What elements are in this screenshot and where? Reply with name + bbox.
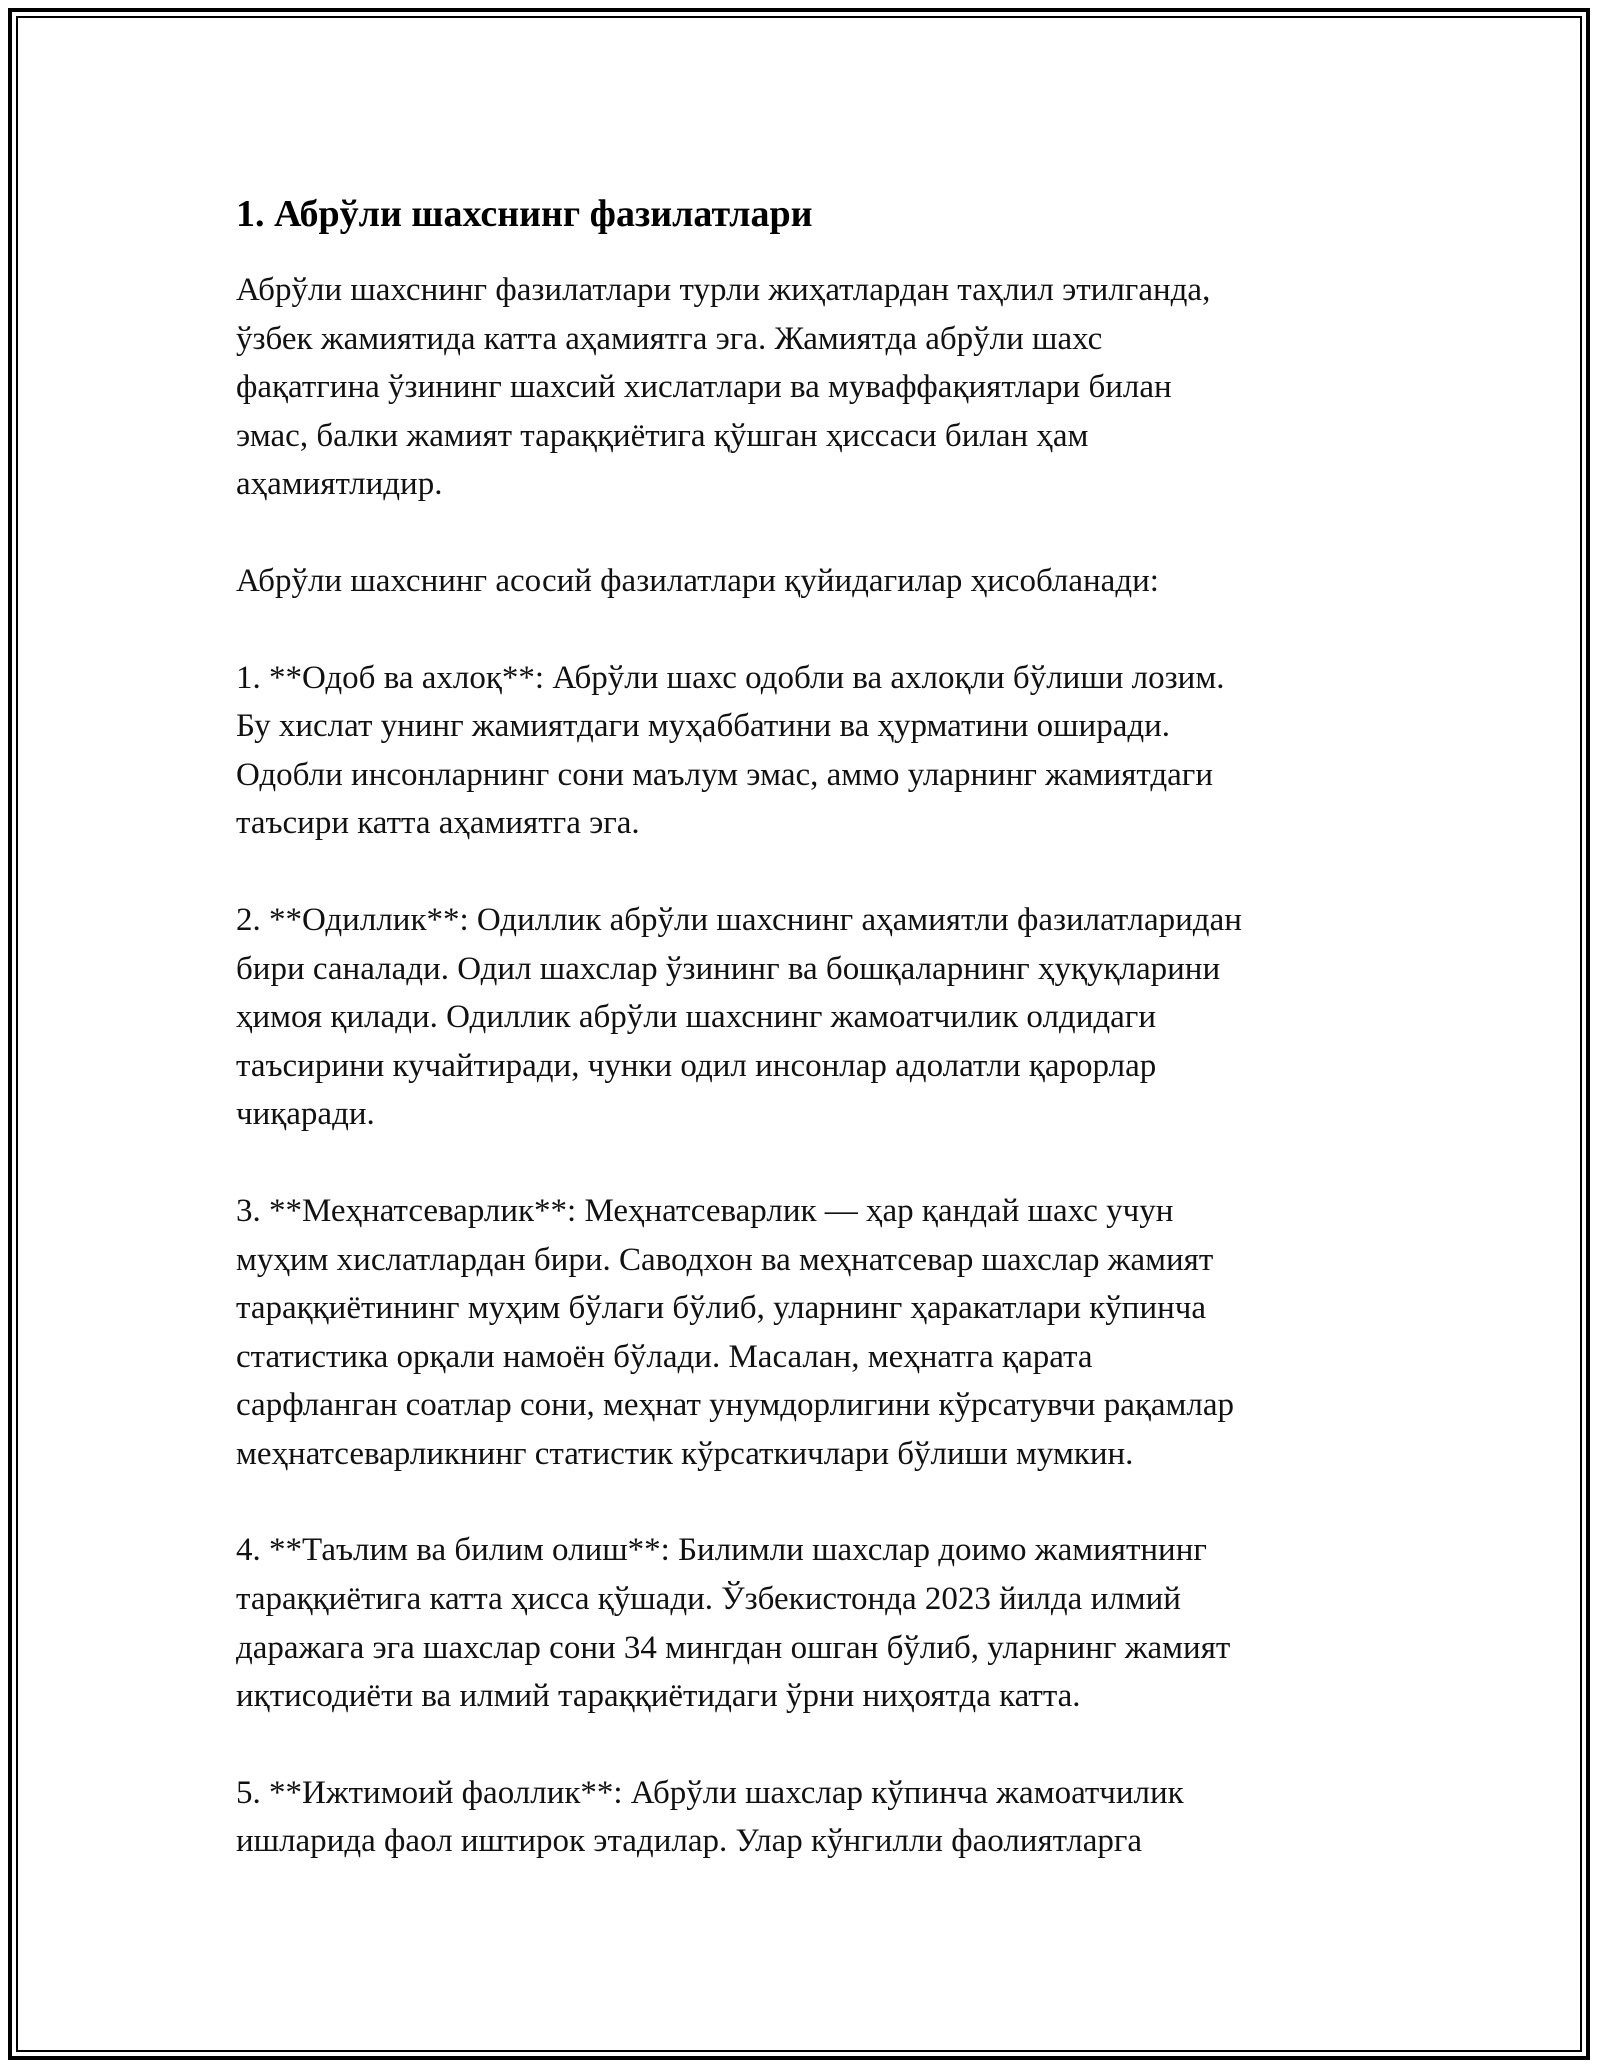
text-line: таъсирини кучайтиради, чунки одил инсонлар адолатли қарорлар [236, 1047, 1157, 1084]
text-line: ишларида фаол иштирок этадилар. Улар кўнгилли фаолиятларга [236, 1823, 1143, 1860]
text-line: даражага эга шахслар сони 34 мингдан ошган бўлиб, уларнинг жамият [236, 1629, 1231, 1666]
text-line: иқтисодиёти ва илмий тараққиётидаги ўрни ниҳоятда катта. [236, 1678, 1081, 1715]
text-line: 4. **Таълим ва билим олиш**: Билимли шахслар доимо жамиятнинг [236, 1532, 1207, 1569]
text-line: бири саналади. Одил шахслар ўзининг ва бошқаларнинг ҳуқуқларини [236, 950, 1221, 987]
paragraph-item-2 [236, 896, 1386, 1139]
paragraph-list-intro [236, 557, 1386, 606]
text-line: 3. **Меҳнатсеварлик**: Меҳнатсеварлик — ҳар қандай шахс учун [236, 1192, 1174, 1229]
paragraph-item-3 [236, 1187, 1386, 1479]
text-line: Абрўли шахснинг асосий фазилатлари қуйидагилар ҳисобланади: [236, 562, 1159, 599]
text-line: меҳнатсеварликнинг статистик кўрсаткичлари бўлиши мумкин. [236, 1435, 1134, 1472]
text-line: ҳимоя қилади. Одиллик абрўли шахснинг жамоатчилик олдидаги [236, 999, 1156, 1036]
paragraph-item-4 [236, 1526, 1386, 1720]
text-line: 2. **Одиллик**: Одиллик абрўли шахснинг аҳамиятли фазилатларидан [236, 901, 1242, 938]
paragraph-item-5 [236, 1769, 1386, 1866]
text-line: тараққиётининг муҳим бўлаги бўлиб, уларнинг ҳаракатлари кўпинча [236, 1290, 1207, 1327]
text-line: 5. **Ижтимоий фаоллик**: Абрўли шахслар кўпинча жамоатчилик [236, 1774, 1184, 1811]
text-line: Абрўли шахснинг фазилатлари турли жиҳатлардан таҳлил этилганда, [236, 272, 1211, 308]
text-line: Одобли инсонларнинг сони маълум эмас, аммо уларнинг жамиятдаги [236, 756, 1213, 793]
document-body [236, 188, 1386, 1914]
text-line: 1. **Одоб ва ахлоқ**: Абрўли шахс одобли ва ахлоқли бўлиши лозим. [236, 659, 1225, 696]
text-line: чиқаради. [236, 1096, 375, 1133]
section-heading: 1. Абрўли шахснинг фазилатлари [236, 193, 813, 235]
text-line: статистика орқали намоён бўлади. Масалан, меҳнатга қарата [236, 1338, 1093, 1375]
text-line: тараққиётига катта ҳисса қўшади. Ўзбекистонда 2023 йилда илмий [236, 1581, 1181, 1618]
paragraph-intro [236, 266, 1386, 509]
text-line: сарфланган соатлар сони, меҳнат унумдорлигини кўрсатувчи рақамлар [236, 1387, 1235, 1424]
paragraph-item-1 [236, 654, 1386, 848]
text-line: ўзбек жамиятида катта аҳамиятга эга. Жамиятда абрўли шахс [236, 320, 1103, 357]
text-line: эмас, балки жамият тараққиётига қўшган ҳиссаси билан ҳам [236, 417, 1089, 454]
text-line: аҳамиятлидир. [236, 466, 443, 503]
text-line: фақатгина ўзининг шахсий хислатлари ва муваффақиятлари билан [236, 369, 1172, 406]
text-line: муҳим хислатлардан бири. Саводхон ва меҳнатсевар шахслар жамият [236, 1241, 1214, 1278]
text-line: Бу хислат унинг жамиятдаги муҳаббатини ва ҳурматини оширади. [236, 708, 1171, 745]
text-line: таъсири катта аҳамиятга эга. [236, 805, 640, 842]
